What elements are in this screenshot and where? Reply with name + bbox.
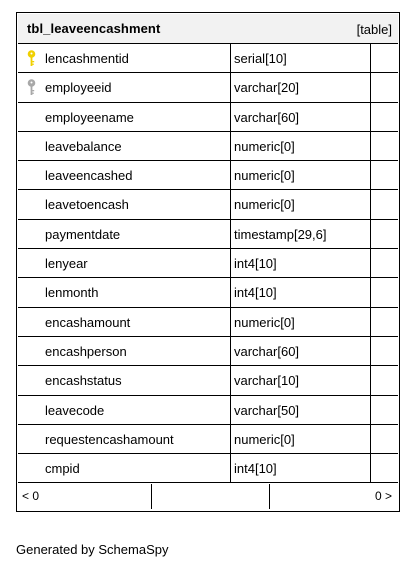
column-row[interactable]	[18, 44, 398, 73]
column-row[interactable]	[18, 425, 398, 454]
column-extra-cell	[371, 103, 398, 131]
parents-count[interactable]: < 0	[22, 489, 40, 503]
column-name[interactable]: encashstatus	[45, 373, 122, 389]
column-type-cell	[231, 103, 371, 131]
column-type-cell	[231, 249, 371, 277]
column-extra-cell	[371, 396, 398, 424]
column-name[interactable]: leavecode	[45, 402, 105, 418]
column-type-cell	[231, 73, 371, 101]
column-type: numeric[0]	[234, 168, 295, 184]
column-type: timestamp[29,6]	[234, 226, 327, 242]
column-extra-cell	[371, 278, 398, 306]
column-row[interactable]	[18, 161, 398, 190]
footer-divider	[151, 484, 152, 509]
column-type-cell	[231, 366, 371, 394]
column-type: varchar[50]	[234, 402, 300, 418]
column-type-cell	[231, 44, 371, 72]
column-name[interactable]: requestencashamount	[45, 431, 174, 447]
column-row[interactable]	[18, 220, 398, 249]
column-type-cell	[231, 425, 371, 453]
column-type: varchar[10]	[234, 373, 300, 389]
column-name[interactable]: employeename	[45, 109, 134, 125]
column-row[interactable]	[18, 132, 398, 161]
column-name-cell	[18, 396, 231, 424]
column-extra-cell	[371, 366, 398, 394]
column-type: varchar[60]	[234, 343, 300, 359]
column-extra-cell	[371, 190, 398, 218]
column-row[interactable]	[18, 73, 398, 102]
foreign-key-icon	[27, 79, 36, 96]
column-name-cell	[18, 425, 231, 453]
column-name-cell	[18, 308, 231, 336]
column-name-cell	[18, 44, 231, 72]
column-row[interactable]	[18, 278, 398, 307]
column-extra-cell	[371, 337, 398, 365]
column-name[interactable]: encashperson	[45, 343, 127, 359]
column-name-cell	[18, 220, 231, 248]
column-type-cell	[231, 454, 371, 482]
column-row[interactable]	[18, 249, 398, 278]
column-name-cell	[18, 454, 231, 482]
footer-divider	[269, 484, 270, 509]
column-name[interactable]: encashamount	[45, 314, 131, 330]
column-type-cell	[231, 220, 371, 248]
column-name-cell	[18, 337, 231, 365]
primary-key-icon	[27, 50, 36, 67]
column-type: numeric[0]	[234, 138, 295, 154]
column-name-cell	[18, 103, 231, 131]
generated-by-label: Generated by SchemaSpy	[16, 542, 169, 557]
column-type: serial[10]	[234, 51, 287, 66]
column-type-cell	[231, 190, 371, 218]
table-box	[16, 12, 400, 512]
table-name[interactable]: tbl_leaveencashment	[27, 21, 161, 36]
column-type: int4[10]	[234, 285, 277, 301]
column-type-cell	[231, 132, 371, 160]
column-type-cell	[231, 278, 371, 306]
column-type: int4[10]	[234, 256, 277, 272]
column-name[interactable]: employeeid	[45, 80, 112, 96]
column-extra-cell	[371, 161, 398, 189]
column-extra-cell	[371, 44, 398, 72]
column-name-cell	[18, 366, 231, 394]
column-name[interactable]: lenmonth	[45, 285, 99, 301]
children-count[interactable]: 0 >	[374, 489, 392, 503]
column-extra-cell	[371, 425, 398, 453]
column-type: numeric[0]	[234, 197, 295, 213]
column-name[interactable]: paymentdate	[45, 226, 121, 242]
column-name-cell	[18, 190, 231, 218]
column-row[interactable]	[18, 396, 398, 425]
column-name[interactable]: lencashmentid	[45, 51, 129, 66]
column-name-cell	[18, 132, 231, 160]
column-row[interactable]	[18, 190, 398, 219]
table-footer	[18, 484, 398, 511]
column-name[interactable]: leavetoencash	[45, 197, 129, 213]
table-type-label: [table]	[356, 22, 392, 37]
column-name[interactable]: leavebalance	[45, 138, 122, 154]
column-type-cell	[231, 161, 371, 189]
column-type: numeric[0]	[234, 431, 295, 447]
column-row[interactable]	[18, 454, 398, 483]
column-type: int4[10]	[234, 461, 277, 477]
table-header	[18, 14, 398, 44]
column-extra-cell	[371, 454, 398, 482]
column-row[interactable]	[18, 337, 398, 366]
column-name-cell	[18, 278, 231, 306]
column-extra-cell	[371, 73, 398, 101]
column-name[interactable]: lenyear	[45, 256, 88, 272]
column-list	[18, 44, 398, 483]
column-name-cell	[18, 249, 231, 277]
column-name[interactable]: cmpid	[45, 461, 80, 477]
column-extra-cell	[371, 220, 398, 248]
column-type: varchar[60]	[234, 109, 300, 125]
column-name-cell	[18, 73, 231, 101]
column-name-cell	[18, 161, 231, 189]
column-type-cell	[231, 337, 371, 365]
column-type: numeric[0]	[234, 314, 295, 330]
column-type-cell	[231, 396, 371, 424]
column-type: varchar[20]	[234, 80, 300, 96]
column-type-cell	[231, 308, 371, 336]
column-name[interactable]: leaveencashed	[45, 168, 133, 184]
column-row[interactable]	[18, 308, 398, 337]
column-extra-cell	[371, 249, 398, 277]
column-row[interactable]	[18, 366, 398, 395]
column-extra-cell	[371, 132, 398, 160]
column-extra-cell	[371, 308, 398, 336]
column-row[interactable]	[18, 103, 398, 132]
